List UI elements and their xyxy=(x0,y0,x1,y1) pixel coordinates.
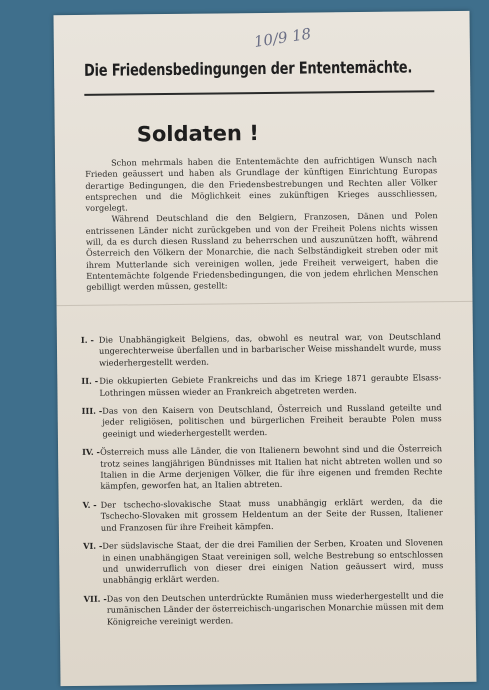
title-underline xyxy=(84,90,434,96)
condition-text: Die okkupierten Gebiete Frankreichs und das im Kriege 1871 geraubte Elsass-Lothringen müssen wieder an Frankreich abgetreten werden. xyxy=(99,372,442,398)
condition-text: Der tschecho-slovakische Staat muss unabhängig erklärt werden, da die Tschecho-Slovaken mit grossem Heldentum an der Seite der Russen, Italiener und Franzosen für ihre Freiheit kämpfen. xyxy=(100,496,443,533)
leaflet-paper xyxy=(53,11,476,686)
condition-number: VII. - xyxy=(83,593,107,604)
condition-item xyxy=(83,537,443,586)
conditions-list xyxy=(81,331,444,635)
condition-number: II. - xyxy=(81,375,99,387)
condition-number: VI. - xyxy=(83,540,103,552)
condition-item xyxy=(82,402,442,440)
leaflet-heading: Soldaten ! xyxy=(136,121,259,147)
condition-item xyxy=(83,496,443,534)
condition-number: V. - xyxy=(82,499,97,510)
intro-paragraph-1: Schon mehrmals haben die Ententemächte den aufrichtigen Wunsch nach Frieden geäussert und haben als Grundlage der künftigen Einrichtung Europas derartige Bedingungen, die den Friedensbestrebungen und Rechten aller Völker entsprechen und die Möglichkeit eines zukünftigen Krieges ausschliessen, vorgelegt. xyxy=(85,154,438,214)
condition-item xyxy=(82,443,442,492)
fold-line xyxy=(57,301,473,306)
intro-text xyxy=(85,154,438,293)
condition-item xyxy=(84,590,444,628)
condition-text: Die Unabhängigkeit Belgiens, das, obwohl es neutral war, von Deutschland ungerechterweise überfallen und in barbarischer Weise misshandelt wurde, muss wiederhergestellt werden. xyxy=(98,331,442,368)
condition-number: III. - xyxy=(81,405,103,416)
condition-number: I. - xyxy=(80,334,94,345)
condition-text: Das von den Kaisern von Deutschland, Österreich und Russland geteilte und jeder religiösen, politischen und bürgerlichen Freiheit beraubte Polen muss geeinigt und wiederhergestellt werden. xyxy=(102,402,442,439)
leaflet-title: Die Friedensbedingungen der Ententemächte. xyxy=(83,57,413,80)
condition-text: Das von den Deutschen unterdrückte Rumänien muss wiederhergestellt und die rumänischen Länder der österreichisch-ungarischen Monarchie müssen mit dem Königreiche vereinigt werden. xyxy=(106,589,444,627)
condition-text: Der südslavische Staat, der die drei Familien der Serben, Kroaten und Slovenen in einen unabhängigen Staat vereinigen soll, welche Bestrebung so entschlossen und unwiderruflich von dieser drei einigen Nation geäussert wird, muss unabhängig erklärt werden. xyxy=(102,537,444,586)
handwritten-date: 10/9 18 xyxy=(252,24,313,52)
condition-item xyxy=(81,331,441,369)
condition-item xyxy=(81,372,441,399)
intro-paragraph-2: Während Deutschland die den Belgiern, Franzosen, Dänen und Polen entrissenen Länder nicht zurückgeben und von der Freiheit Polens nichts wissen will, da es durch diesen Russland zu beherrschen und auszunützen hofft, während Österreich den Völkern der Monarchie, die nach Selbständigkeit streben oder mit ihrem Mutterlande sich vereinigen wollen, jede Freiheit verweigert, haben die Ententemächte folgende Friedensbedingungen, die von jedem ehrlichen Menschen gebilligt werden müssen, gestellt: xyxy=(85,210,439,293)
condition-number: IV. - xyxy=(82,446,100,458)
condition-text: Österreich muss alle Länder, die von Italienern bewohnt sind und die Österreich trotz seines langjährigen Bündnisses mit Italien hat nicht abtreten wollen und so Italien in die Arme derjenigen Völker, die für ihre eigenen und fremden Rechte kämpfen, geworfen hat, an Italien abtreten. xyxy=(100,443,443,492)
